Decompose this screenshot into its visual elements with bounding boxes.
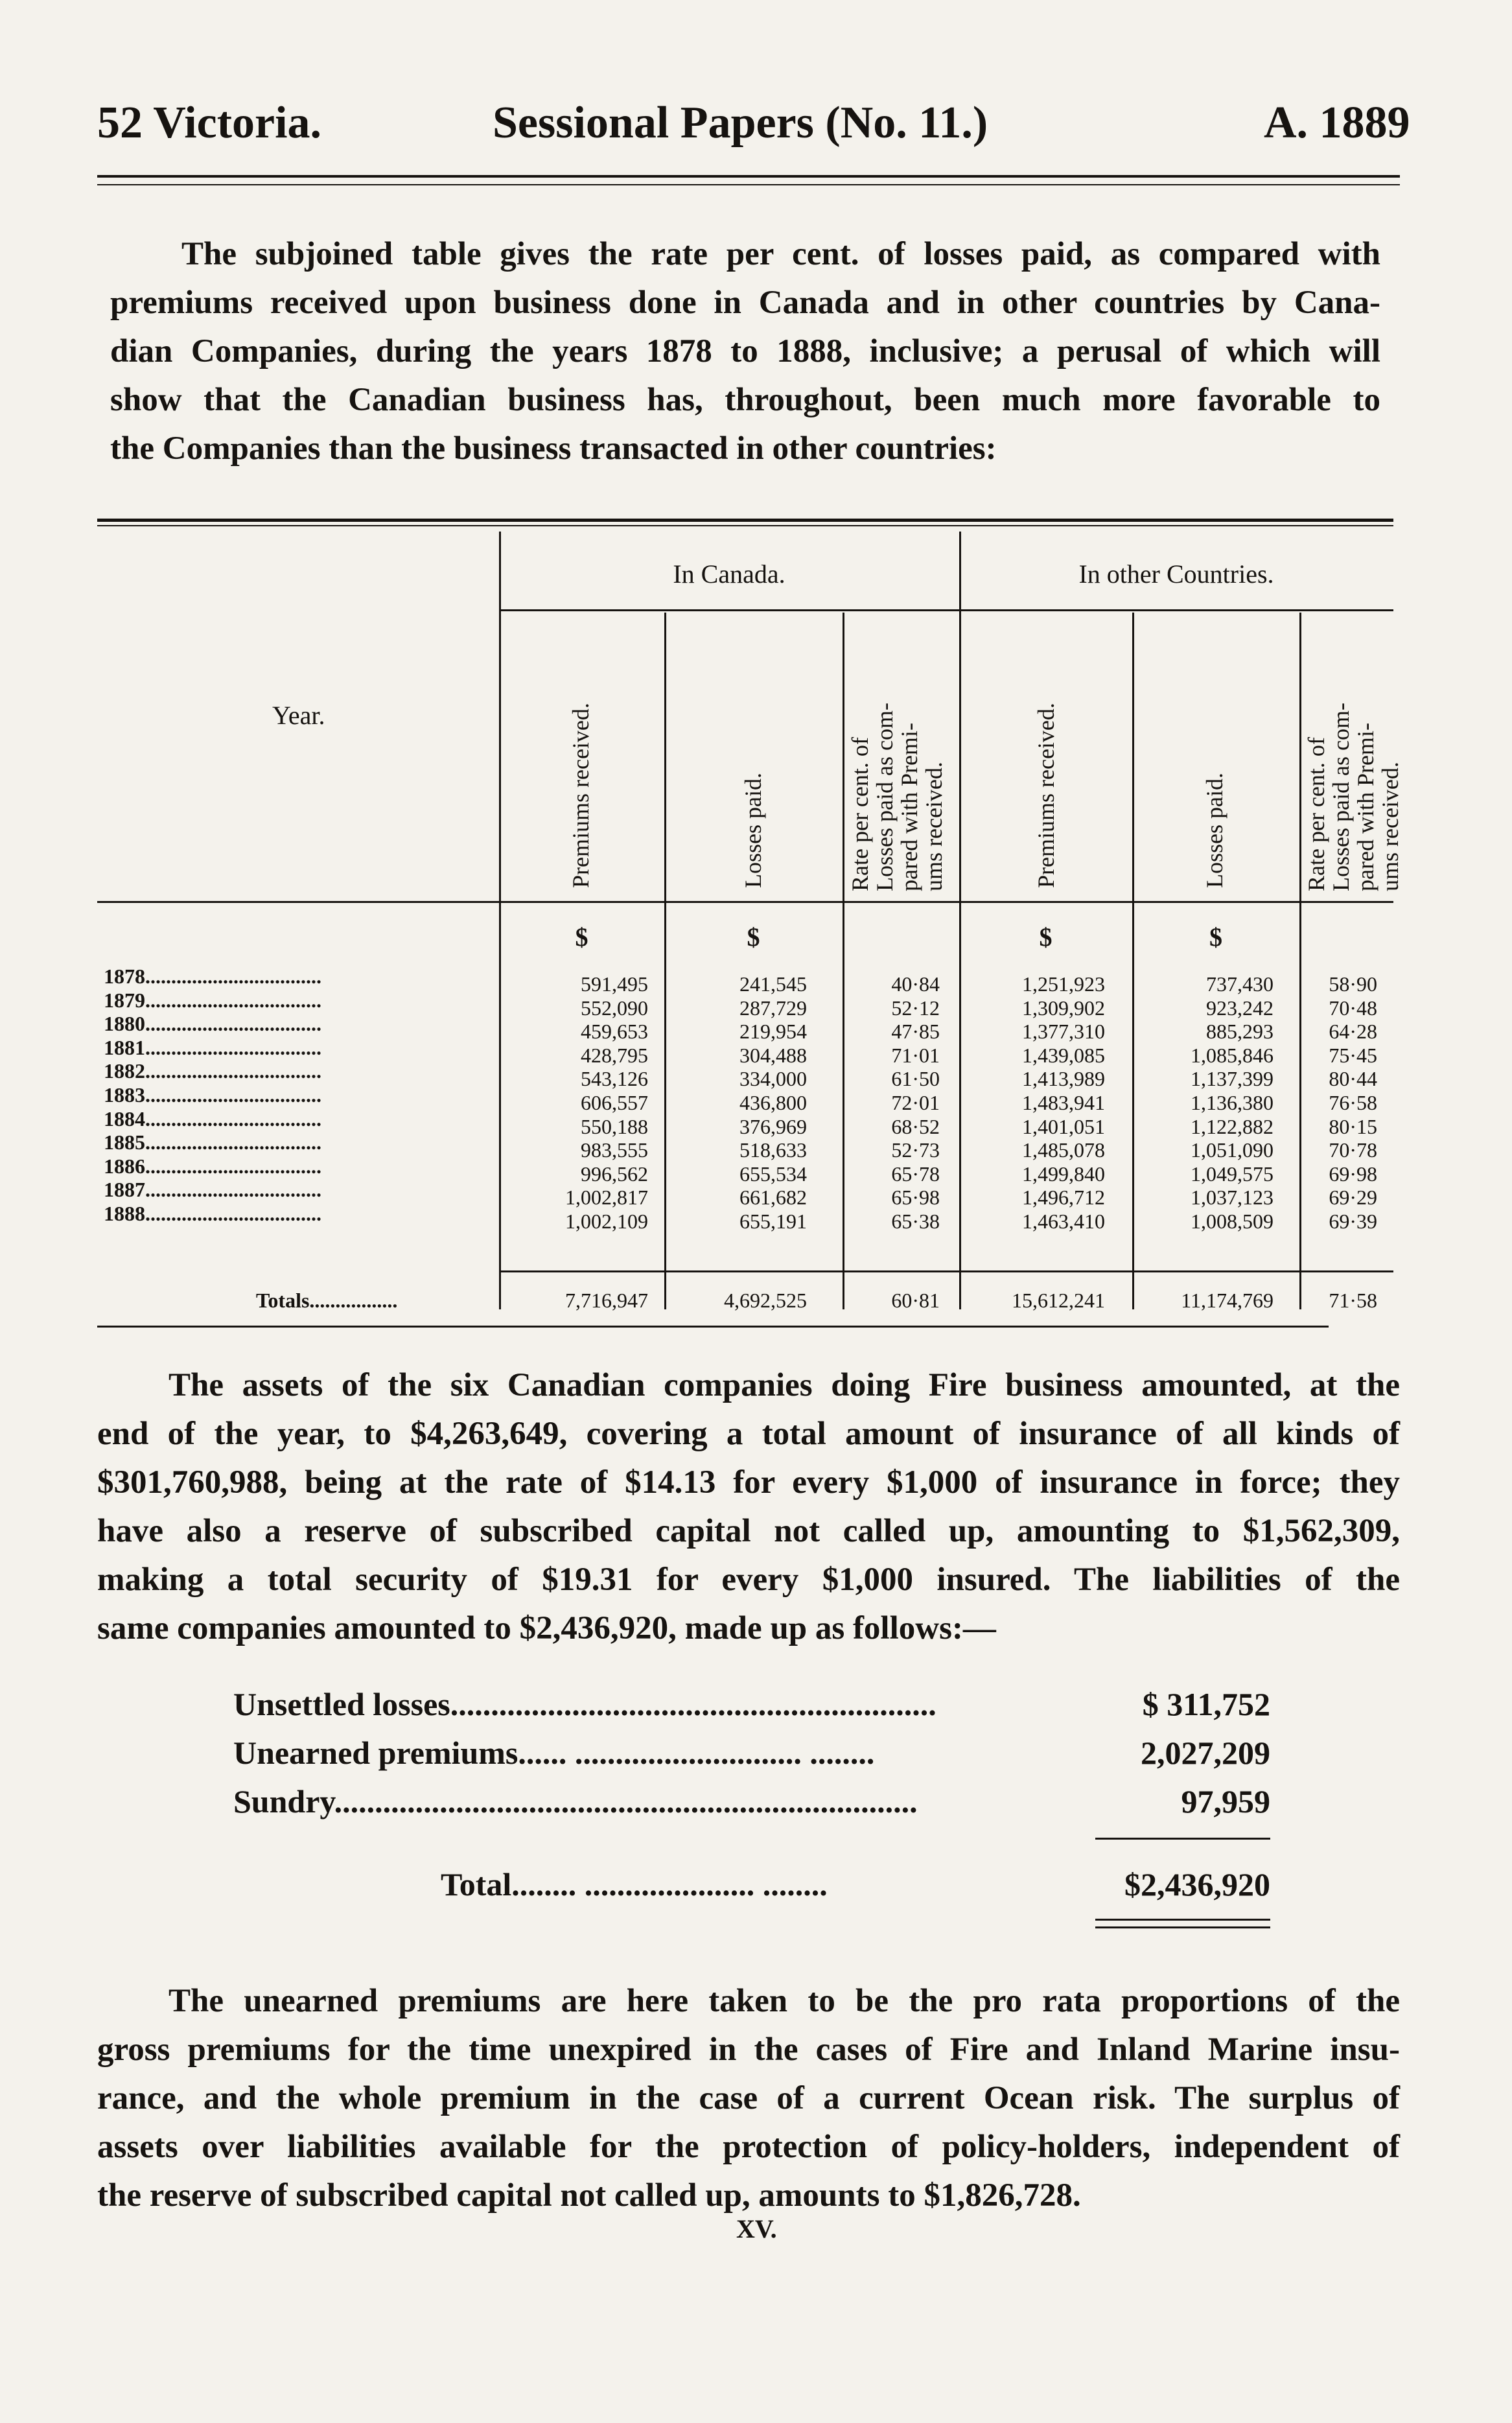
col-header-canada-premiums: Premiums received. [568, 703, 594, 888]
double-rule [1095, 1926, 1270, 1928]
table-cell: 65·98 [891, 1186, 940, 1210]
total-canada-losses: 4,692,525 [724, 1289, 807, 1312]
table-cell: 606,557 [581, 1090, 648, 1114]
intro-line: premiums received upon business done in Canada and in other countries by Cana- [110, 285, 1380, 321]
table-cell: 737,430 [1206, 972, 1274, 996]
liability-value: 97,959 [1181, 1783, 1270, 1820]
total-other-losses: 11,174,769 [1181, 1289, 1274, 1312]
table-cell: 1,499,840 [1022, 1162, 1105, 1186]
other-losses-column [1141, 972, 1274, 1234]
assets-line: $301,760,988, being at the rate of $14.13 for every $1,000 of insurance in force; they [97, 1464, 1400, 1501]
table-cell: 1,401,051 [1022, 1114, 1105, 1138]
table-cell: 219,954 [739, 1020, 807, 1044]
col-divider [664, 613, 666, 1309]
table-cell: 1,037,123 [1191, 1186, 1274, 1210]
totals-label: Totals................. [256, 1289, 398, 1312]
table-cell: 459,653 [581, 1020, 648, 1044]
header-rule [97, 175, 1400, 178]
header-rule-thin [97, 184, 1400, 185]
col-divider [1299, 613, 1301, 1309]
table-cell: 76·58 [1329, 1090, 1377, 1114]
liabilities-list [233, 1685, 1270, 1945]
table-bottom-rule [97, 1326, 1329, 1328]
year-row-label: 1883.................................. [104, 1083, 321, 1106]
group-other-countries: In other Countries. [1078, 559, 1274, 589]
table-cell: 71·01 [891, 1043, 940, 1067]
table-cell: 1,051,090 [1191, 1138, 1274, 1162]
year-row-label: 1887.................................. [104, 1178, 321, 1202]
liability-total-label: Total........ ..................... ........ [441, 1866, 828, 1902]
table-cell: 65·78 [891, 1162, 940, 1186]
table-cell: 1,463,410 [1022, 1209, 1105, 1233]
table-cell: 1,136,380 [1191, 1090, 1274, 1114]
table-cell: 983,555 [581, 1138, 648, 1162]
year-row-label: 1888.................................. [104, 1201, 321, 1225]
year-column [104, 965, 321, 1226]
table-cell: 75·45 [1329, 1043, 1377, 1067]
unearned-line: assets over liabilities available for the protection of policy-holders, independent of [97, 2129, 1400, 2165]
total-other-rate: 71·58 [1329, 1289, 1377, 1312]
table-cell: 1,485,078 [1022, 1138, 1105, 1162]
dollar-sign: $ [575, 922, 588, 952]
table-cell: 1,377,310 [1022, 1020, 1105, 1044]
table-cell: 923,242 [1206, 996, 1274, 1020]
col-header-other-losses: Losses paid. [1202, 773, 1227, 888]
table-cell: 52·12 [891, 996, 940, 1020]
liability-label: Unearned premiums...... ............................ ........ [233, 1735, 875, 1771]
year-row-label: 1885.................................. [104, 1130, 321, 1154]
dollar-sign: $ [1209, 922, 1222, 952]
col-header-canada-rate: Rate per cent. of Losses paid as com- pared with Premi- ums received. [847, 703, 947, 891]
table-cell: 1,309,902 [1022, 996, 1105, 1020]
table-cell: 1,413,989 [1022, 1067, 1105, 1091]
table-cell: 376,969 [739, 1114, 807, 1138]
intro-line: the Companies than the business transacted in other countries: [110, 430, 997, 467]
sum-rule [1095, 1838, 1270, 1840]
col-header-other-rate: Rate per cent. of Losses paid as com- pared with Premi- ums received. [1303, 703, 1403, 891]
year-row-label: 1884.................................. [104, 1106, 321, 1130]
canada-premiums-column [512, 972, 648, 1234]
table-cell: 1,008,509 [1191, 1209, 1274, 1233]
year-row-label: 1880.................................. [104, 1012, 321, 1036]
table-cell: 1,085,846 [1191, 1043, 1274, 1067]
year-row-label: 1879.................................. [104, 988, 321, 1012]
intro-paragraph [110, 230, 1380, 473]
col-header-canada-losses: Losses paid. [740, 773, 766, 888]
loss-ratio-table [97, 519, 1419, 1329]
year-row-label: 1878.................................. [104, 965, 321, 988]
table-cell: 996,562 [581, 1162, 648, 1186]
table-cell: 241,545 [739, 972, 807, 996]
assets-line: making a total security of $19.31 for every $1,000 insured. The liabilities of the [97, 1562, 1400, 1598]
year-row-label: 1882.................................. [104, 1059, 321, 1083]
table-cell: 80·15 [1329, 1114, 1377, 1138]
unearned-paragraph [97, 1977, 1400, 2220]
table-cell: 69·29 [1329, 1186, 1377, 1210]
unearned-line: The unearned premiums are here taken to be the pro rata proportions of the [169, 1983, 1400, 2019]
table-cell: 885,293 [1206, 1020, 1274, 1044]
table-cell: 47·85 [891, 1020, 940, 1044]
table-cell: 70·48 [1329, 996, 1377, 1020]
canada-rate-column [849, 972, 940, 1234]
assets-paragraph [97, 1361, 1400, 1653]
header-year: A. 1889 [1264, 98, 1410, 148]
table-cell: 428,795 [581, 1043, 648, 1067]
col-divider [959, 532, 961, 1309]
table-cell: 64·28 [1329, 1020, 1377, 1044]
other-rate-column [1306, 972, 1377, 1234]
table-cell: 58·90 [1329, 972, 1377, 996]
liability-label: Sundry........................................................................ [233, 1783, 918, 1820]
table-top-rule-thin [97, 525, 1393, 526]
totals-rule [499, 1270, 1393, 1272]
liability-label: Unsettled losses............................................................ [233, 1686, 936, 1722]
table-cell: 80·44 [1329, 1067, 1377, 1091]
assets-line: same companies amounted to $2,436,920, made up as follows:— [97, 1610, 996, 1646]
year-row-label: 1886.................................. [104, 1154, 321, 1178]
group-underline [499, 609, 1393, 611]
dollar-sign: $ [747, 922, 760, 952]
assets-line: end of the year, to $4,263,649, covering a total amount of insurance of all kinds of [97, 1416, 1400, 1452]
table-cell: 552,090 [581, 996, 648, 1020]
table-cell: 304,488 [739, 1043, 807, 1067]
table-top-rule [97, 519, 1393, 522]
liability-value: 2,027,209 [1141, 1735, 1270, 1771]
total-canada-rate: 60·81 [891, 1289, 940, 1312]
header-bottom-rule [97, 901, 1393, 903]
table-cell: 655,534 [739, 1162, 807, 1186]
table-cell: 661,682 [739, 1186, 807, 1210]
col-header-other-premiums: Premiums received. [1033, 703, 1059, 888]
unearned-line: rance, and the whole premium in the case of a current Ocean risk. The surplus of [97, 2080, 1400, 2116]
year-header: Year. [272, 701, 325, 730]
assets-line: have also a reserve of subscribed capital not called up, amounting to $1,562,309, [97, 1513, 1400, 1549]
table-cell: 1,002,109 [565, 1209, 648, 1233]
table-cell: 436,800 [739, 1090, 807, 1114]
table-cell: 52·73 [891, 1138, 940, 1162]
other-premiums-column [972, 972, 1105, 1234]
table-cell: 591,495 [581, 972, 648, 996]
table-cell: 1,496,712 [1022, 1186, 1105, 1210]
table-cell: 61·50 [891, 1067, 940, 1091]
double-rule [1095, 1919, 1270, 1921]
page-number: XV. [736, 2214, 777, 2243]
table-cell: 69·98 [1329, 1162, 1377, 1186]
liability-total-value: $2,436,920 [1124, 1866, 1270, 1902]
table-cell: 72·01 [891, 1090, 940, 1114]
assets-line: The assets of the six Canadian companies doing Fire business amounted, at the [169, 1367, 1400, 1403]
table-cell: 68·52 [891, 1114, 940, 1138]
group-canada: In Canada. [673, 559, 785, 589]
table-cell: 40·84 [891, 972, 940, 996]
table-cell: 1,483,941 [1022, 1090, 1105, 1114]
table-cell: 655,191 [739, 1209, 807, 1233]
table-cell: 1,137,399 [1191, 1067, 1274, 1091]
unearned-line: gross premiums for the time unexpired in the cases of Fire and Inland Marine insu- [97, 2031, 1400, 2068]
table-cell: 1,122,882 [1191, 1114, 1274, 1138]
intro-line: dian Companies, during the years 1878 to 1888, inclusive; a perusal of which will [110, 333, 1380, 369]
table-cell: 70·78 [1329, 1138, 1377, 1162]
canada-losses-column [677, 972, 807, 1234]
header-title: Sessional Papers (No. 11.) [493, 98, 988, 148]
intro-line: The subjoined table gives the rate per cent. of losses paid, as compared with [181, 236, 1380, 272]
liability-value: $ 311,752 [1142, 1686, 1270, 1722]
table-cell: 1,002,817 [565, 1186, 648, 1210]
table-cell: 543,126 [581, 1067, 648, 1091]
intro-line: show that the Canadian business has, throughout, been much more favorable to [110, 382, 1380, 418]
dollar-sign: $ [1039, 922, 1053, 952]
header-session: 52 Victoria. [97, 98, 322, 148]
table-cell: 69·39 [1329, 1209, 1377, 1233]
table-cell: 287,729 [739, 996, 807, 1020]
total-canada-premiums: 7,716,947 [565, 1289, 648, 1312]
table-cell: 65·38 [891, 1209, 940, 1233]
table-cell: 1,251,923 [1022, 972, 1105, 996]
table-cell: 518,633 [739, 1138, 807, 1162]
table-cell: 550,188 [581, 1114, 648, 1138]
total-other-premiums: 15,612,241 [1012, 1289, 1105, 1312]
table-cell: 334,000 [739, 1067, 807, 1091]
year-row-label: 1881.................................. [104, 1035, 321, 1059]
table-cell: 1,049,575 [1191, 1162, 1274, 1186]
col-divider [1132, 613, 1134, 1309]
unearned-line: the reserve of subscribed capital not called up, amounts to $1,826,728. [97, 2177, 1081, 2214]
table-cell: 1,439,085 [1022, 1043, 1105, 1067]
col-divider [843, 613, 844, 1309]
col-divider [499, 532, 501, 1309]
